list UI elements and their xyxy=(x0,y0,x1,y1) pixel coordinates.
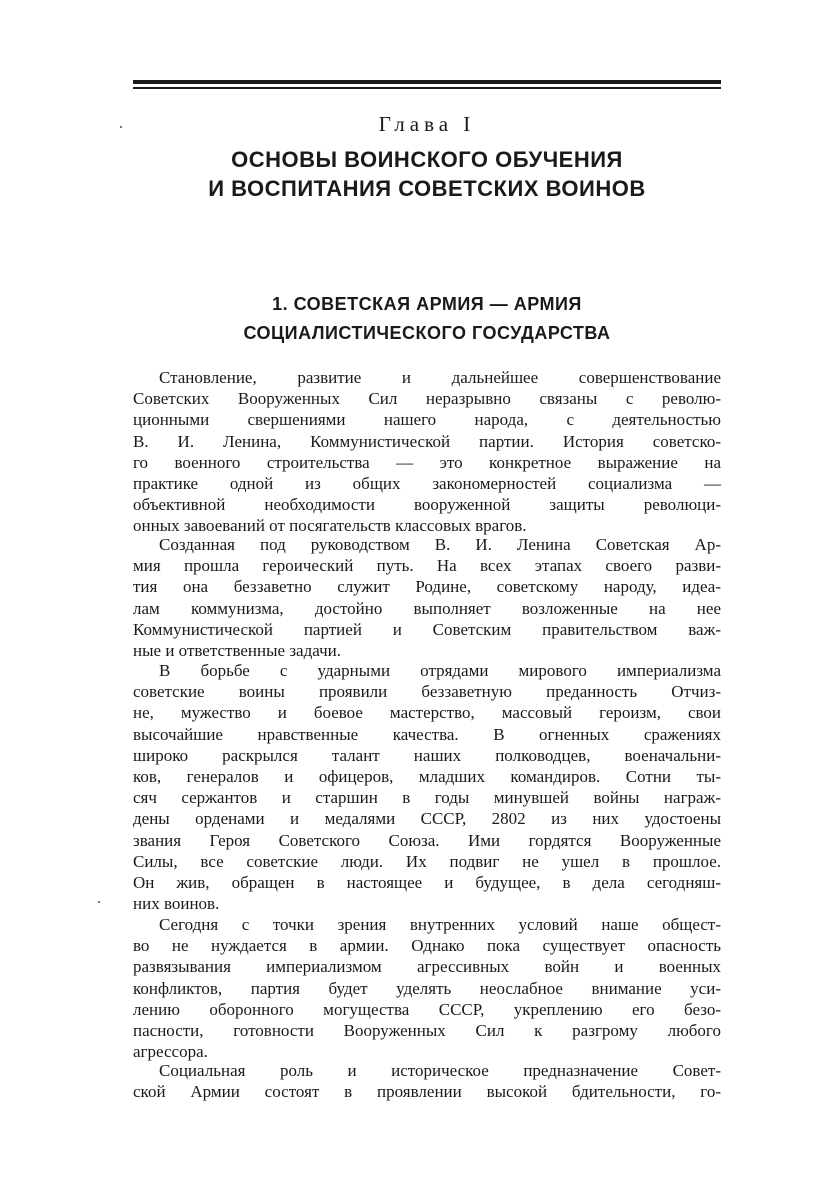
chapter-label: Глава I xyxy=(378,112,476,136)
text-line: широко раскрылся талант наших полководцев, военачальни- xyxy=(133,745,721,765)
text-line: Созданная под руководством В. И. Ленина Советская Ар- xyxy=(159,535,721,554)
chapter-title xyxy=(133,145,721,203)
text-line: во не нуждается в армии. Однако пока существует опасность xyxy=(133,936,721,956)
text-line: Силы, все советские люди. Их подвиг не ушел в прошлое. xyxy=(133,851,721,871)
text-line: В борьбе с ударными отрядами мирового империализма xyxy=(159,661,721,680)
text-line: агрессора. xyxy=(133,1042,208,1062)
text-line: В. И. Ленина, Коммунистической партии. История советско- xyxy=(133,431,721,451)
text-line: Коммунистической партией и Советским правительством важ- xyxy=(133,619,721,639)
text-line: практике одной из общих закономерностей социализма — xyxy=(133,473,721,493)
section-title xyxy=(133,290,721,348)
text-line: пасности, готовности Вооруженных Сил к разгрому любого xyxy=(133,1020,721,1040)
text-line: го военного строительства — это конкретное выражение на xyxy=(133,452,721,472)
scan-speck xyxy=(120,126,122,128)
text-line: конфликтов, партия будет уделять неослабное внимание уси- xyxy=(133,978,721,998)
text-line: тия она беззаветно служит Родине, советскому народу, идеа- xyxy=(133,577,721,597)
chapter-title-line: ОСНОВЫ ВОИНСКОГО ОБУЧЕНИЯ xyxy=(231,147,623,172)
text-line: Сегодня с точки зрения внутренних условий наше общест- xyxy=(159,915,721,934)
text-line: онных завоеваний от посягательств классовых врагов. xyxy=(133,516,527,536)
header-rule-thin xyxy=(133,87,721,89)
text-line: не, мужество и боевое мастерство, массовый героизм, свои xyxy=(133,703,721,723)
text-line: ные и ответственные задачи. xyxy=(133,640,342,660)
text-line: высочайшие нравственные качества. В огненных сражениях xyxy=(133,724,721,744)
text-line: звания Героя Советского Союза. Ими гордятся Вооруженные xyxy=(133,830,721,850)
paragraph xyxy=(133,914,721,1062)
text-line: развязывания империализмом агрессивных войн и военных xyxy=(133,957,721,977)
chapter-title-line: И ВОСПИТАНИЯ СОВЕТСКИХ ВОИНОВ xyxy=(208,176,646,201)
text-line: Он жив, обращен в настоящее и будущее, в дела сегодняш- xyxy=(133,872,721,892)
text-line: Социальная роль и историческое предназначение Совет- xyxy=(159,1061,721,1080)
text-line: Советских Вооруженных Сил неразрывно связаны с револю- xyxy=(133,389,721,409)
text-line: них воинов. xyxy=(133,894,220,914)
text-line: лам коммунизма, достойно выполняет возложенные на нее xyxy=(133,598,721,618)
header-rule-thick xyxy=(133,80,721,84)
text-line: дены орденами и медалями СССР, 2802 из них удостоены xyxy=(133,809,721,829)
paragraph xyxy=(133,1060,721,1102)
paragraph xyxy=(133,367,721,537)
text-line: ционными свершениями нашего народа, с деятельностью xyxy=(133,410,721,430)
paragraph xyxy=(133,660,721,914)
paragraph xyxy=(133,534,721,661)
text-line: объективной необходимости вооруженной защиты революци- xyxy=(133,495,721,515)
text-line: ской Армии состоят в проявлении высокой бдительности, го- xyxy=(133,1082,721,1102)
text-line: ков, генералов и офицеров, младших командиров. Сотни ты- xyxy=(133,766,721,786)
text-line: мия прошла героический путь. На всех этапах своего разви- xyxy=(133,556,721,576)
text-line: лению оборонного могущества СССР, укреплению его безо- xyxy=(133,999,721,1019)
text-line: советские воины проявили беззаветную преданность Отчиз- xyxy=(133,682,721,702)
text-line: Становление, развитие и дальнейшее совершенствование xyxy=(159,368,721,387)
section-title-line: СОЦИАЛИСТИЧЕСКОГО ГОСУДАРСТВА xyxy=(243,323,611,343)
text-line: сяч сержантов и старшин в годы минувшей войны награж- xyxy=(133,788,721,808)
section-title-line: 1. СОВЕТСКАЯ АРМИЯ — АРМИЯ xyxy=(272,294,582,314)
scan-speck xyxy=(98,901,100,903)
